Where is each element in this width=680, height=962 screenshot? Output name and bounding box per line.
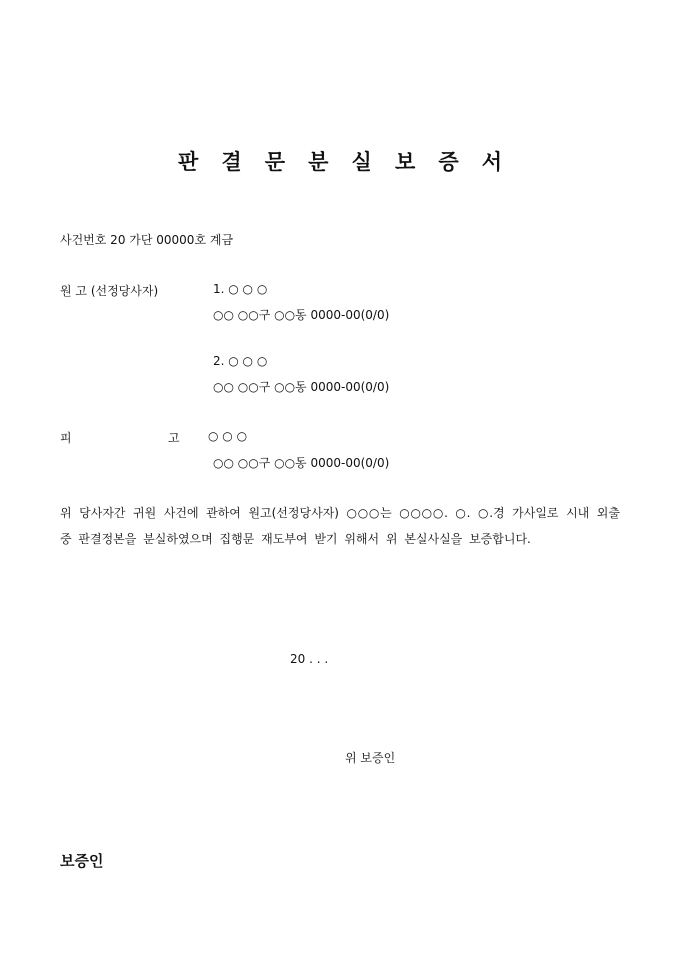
plaintiff-label: 원 고 (선정당사자) [60,284,159,298]
guarantor-heading: 보증인 [60,852,104,870]
title-char: 서 [481,149,503,174]
title-char: 문 [264,149,286,174]
title-char: 결 [221,149,242,174]
case-number: 사건번호 20 가단 00000호 계금 [60,233,234,247]
statement-paragraph: 위 당사자간 귀원 사건에 관하여 원고(선정당사자) ○○○는 ○○○○. ○. ○.경 가사일로 시내 외출 중 판결정본을 분실하였으며 집행문 재도부여 받기 위해서 위 본실사실을 보증합니다. [60,506,620,546]
defendant-label-second: 고 [168,431,180,445]
title-char: 보 [394,149,416,174]
plaintiff-1-address: ○○ ○○구 ○○동 0000-00(0/0) [213,308,390,322]
title-char: 판 [177,149,199,174]
title-char: 실 [351,149,372,174]
date-line: 20 . . . [290,652,329,666]
plaintiff-2-name: 2. ○ ○ ○ [213,354,268,368]
defendant-address: ○○ ○○구 ○○동 0000-00(0/0) [213,456,390,470]
plaintiff-2-address: ○○ ○○구 ○○동 0000-00(0/0) [213,380,390,394]
title-char: 분 [308,149,329,174]
defendant-name: ○ ○ ○ [208,429,248,443]
plaintiff-1-name: 1. ○ ○ ○ [213,282,268,296]
document-title [0,146,680,176]
defendant-label-first: 피 [60,431,72,445]
guarantor-line: 위 보증인 [345,751,396,765]
title-char: 증 [438,149,459,174]
